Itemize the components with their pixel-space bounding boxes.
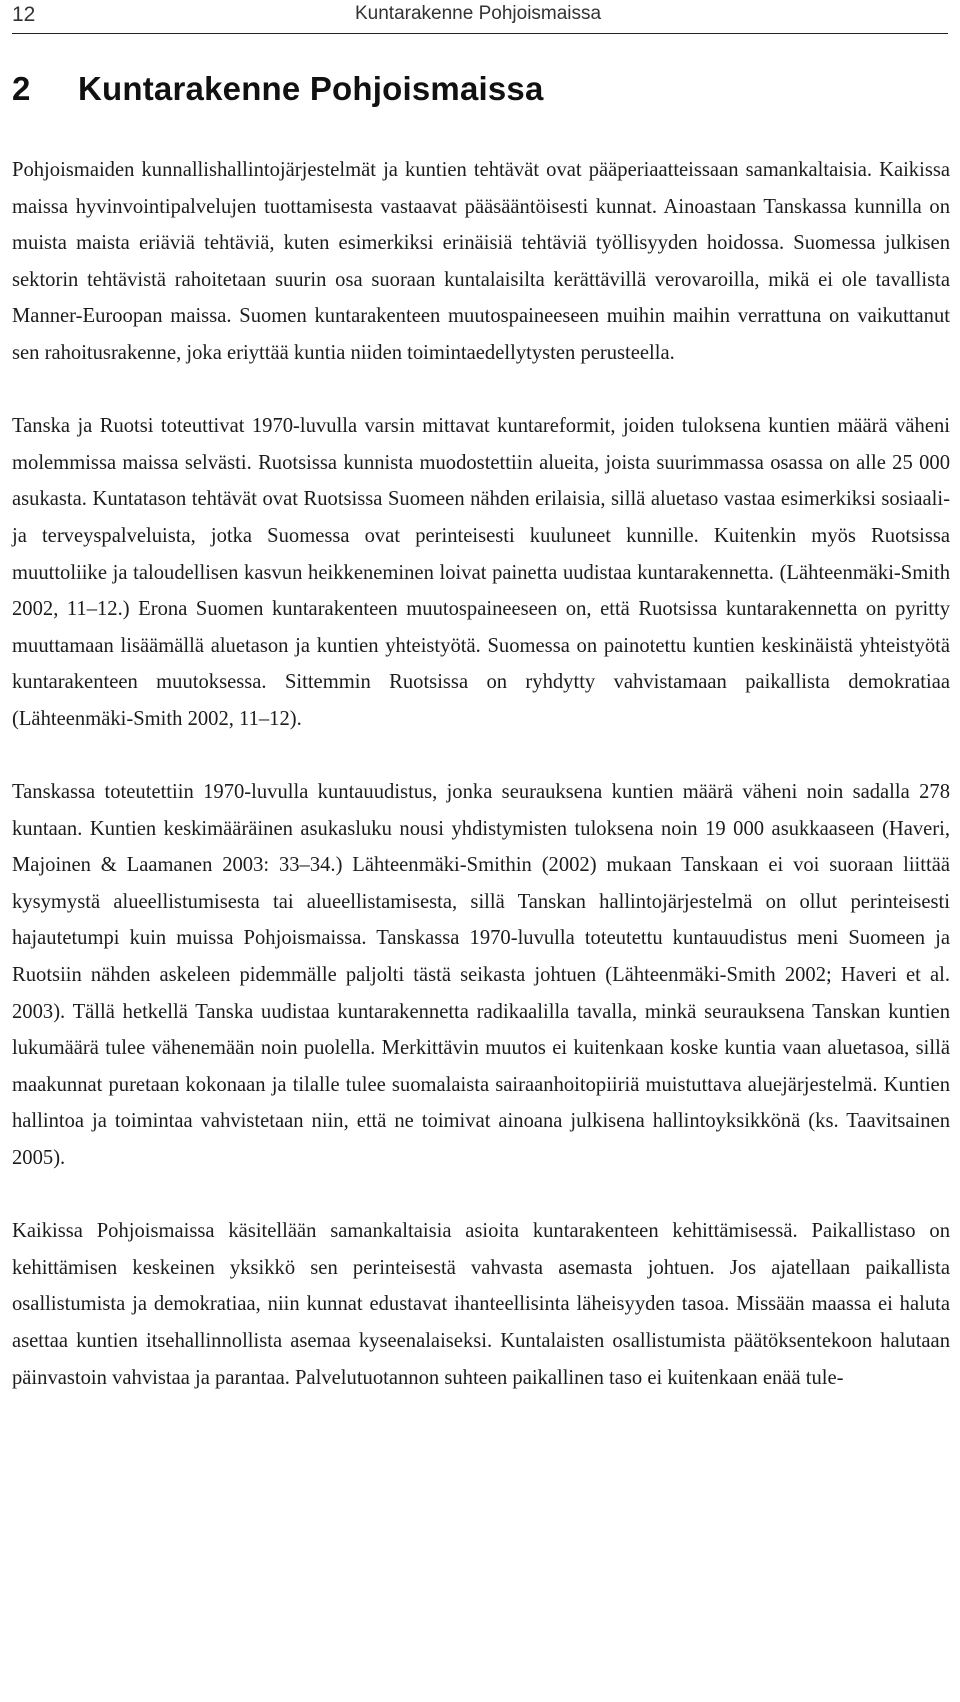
paragraph-2: Tanska ja Ruotsi toteuttivat 1970-luvulla varsin mittavat kuntareformit, joiden tuloksena kuntien määrä väheni molemmissa maissa selvästi. Ruotsissa kunnista muodostettiin alueita, joista suurimmassa osassa on alle 25 000 asukasta. Kuntatason tehtävät ovat Ruotsissa Suomeen nähden erilaisia, sillä aluetaso vastaa esimerkiksi sosiaali- ja terveyspalveluista, jotka Suomessa ovat perinteisesti kuuluneet kunnille. Kuitenkin myös Ruotsissa muuttoliike ja taloudellisen kasvun heikkeneminen loivat painetta uudistaa kuntarakennetta. (Lähteenmäki-Smith 2002, 11–12.) Erona Suomen kuntarakenteen muutospaineeseen on, että Ruotsissa kuntarakennetta on pyritty muuttamaan lisäämällä aluetason ja kuntien yhteistyötä. Suomessa on painotettu kuntien keskinäistä yhteistyötä kuntarakenteen muutoksessa. Sittemmin Ruotsissa on ryhdytty vahvistamaan paikallista demokratiaa (Lähteenmäki-Smith 2002, 11–12). [12,415,950,730]
paragraph-3: Tanskassa toteutettiin 1970-luvulla kuntauudistus, jonka seurauksena kuntien määrä väheni noin sadalla 278 kuntaan. Kuntien keskimääräinen asukasluku nousi yhdistymisten tuloksena noin 19 000 asukkaaseen (Haveri, Majoinen & Laamanen 2003: 33–34.) Lähteenmäki-Smithin (2002) mukaan Tanskaan ei voi suoraan liittää kysymystä alueellistumisesta tai alueellistamisesta, sillä Tanskan hallintojärjestelmä on ollut perinteisesti hajautetumpi kuin muissa Pohjoismaissa. Tanskassa 1970-luvulla toteutettu kuntauudistus meni Suomeen ja Ruotsiin nähden askeleen pidemmälle paljolti tästä seikasta johtuen (Lähteenmäki-Smith 2002; Haveri et al. 2003). Tällä hetkellä Tanska uudistaa kuntarakennetta radikaalilla tavalla, minkä seurauksena Tanskan kuntien lukumäärä tulee vähenemään noin puolella. Merkittävin muutos ei kuitenkaan koske kuntia vaan aluetasoa, sillä maakunnat puretaan kokonaan ja tilalle tulee suomalaista sairaanhoitopiiriä muistuttava aluejärjestelmä. Kuntien hallintoa ja toimintaa vahvistetaan niin, että ne toimivat ainoana julkisena hallintoyksikkönä (ks. Taavitsainen 2005). [12,781,950,1170]
paragraph-4: Kaikissa Pohjoismaissa käsitellään samankaltaisia asioita kuntarakenteen kehittämisessä. Paikallistaso on kehittämisen keskeinen yksikkö sen perinteisestä vahvasta asemasta johtuen. Jos ajatellaan paikallista osallistumista ja demokratiaa, niin kunnat edustavat ihanteellisinta läheisyyden tasoa. Missään maassa ei haluta asettaa kuntien itsehallinnollista asemaa kyseenalaiseksi. Kuntalaisten osallistumista päätöksentekoon halutaan päinvastoin vahvistaa ja parantaa. Palvelutuotannon suhteen paikallinen taso ei kuitenkaan enää tule- [12,1220,950,1389]
running-title: Kuntarakenne Pohjoismaissa [355,3,602,24]
chapter-heading [12,70,544,108]
running-header [12,0,948,34]
page-number: 12 [12,3,36,26]
paragraph-1: Pohjoismaiden kunnallishallintojärjestelmät ja kuntien tehtävät ovat pääperiaatteissaan samankaltaisia. Kaikissa maissa hyvinvointipalvelujen tuottamisesta vastaavat pääsääntöisesti kunnat. Ainoastaan Tanskassa kunnilla on muista maista eriäviä tehtäviä, kuten esimerkiksi erinäisiä tehtäviä työllisyyden hoidossa. Suomessa julkisen sektorin tehtävistä rahoitetaan suurin osa suoraan kuntalaisilta kerättävillä verovaroilla, mikä ei ole tavallista Manner-Euroopan maissa. Suomen kuntarakenteen muutospaineeseen muihin maihin verrattuna on vaikuttanut sen rahoitusrakenne, joka eriyttää kuntia niiden toimintaedellytysten perusteella. [12,159,950,364]
body-text [12,152,950,1433]
chapter-title: Kuntarakenne Pohjoismaissa [78,70,544,107]
chapter-number: 2 [12,70,31,107]
